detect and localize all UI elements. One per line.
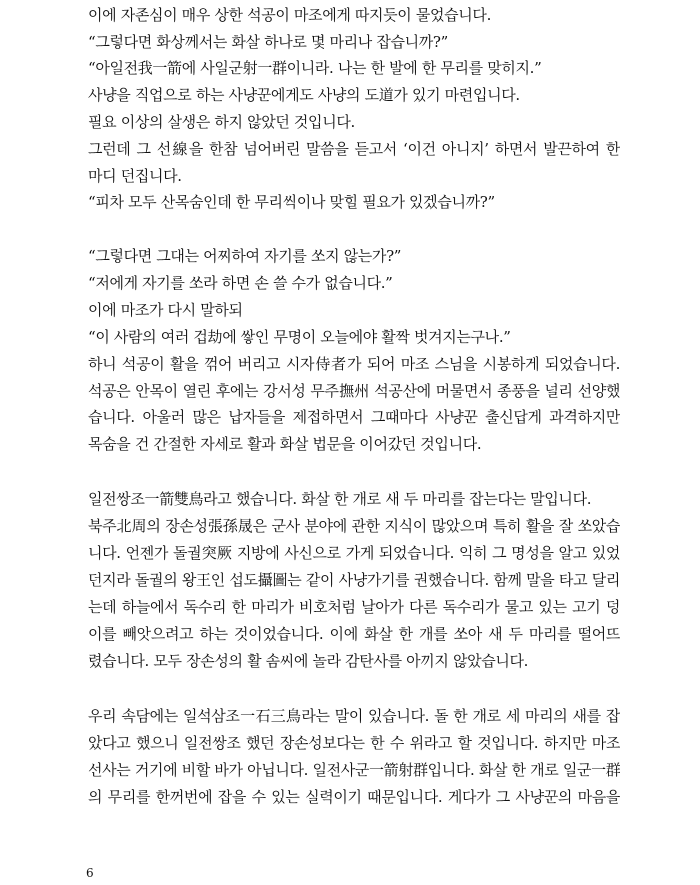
text-line: 우리 속담에는 일석삼조一石三鳥라는 말이 있습니다. 돌 한 개로 세 마리의 새를 잡 [88,707,620,725]
text-line: 그런데 그 선線을 한참 넘어버린 말씀을 듣고서 ‘이건 아니지’ 하면서 발끈하여 한 [88,140,620,158]
text-line: 사냥을 직업으로 하는 사냥꾼에게도 사냥의 도道가 있기 마련입니다. [88,86,520,104]
text-line: 목숨을 건 간절한 자세로 활과 화살 법문을 이어갔던 것입니다. [88,435,482,453]
text-line: 하니 석공이 활을 꺾어 버리고 시자侍者가 되어 마조 스님을 시봉하게 되었습니다. [88,355,620,373]
text-line: 이를 빼앗으려고 하는 것이었습니다. 이에 화살 한 개를 쏘아 새 두 마리를 떨어뜨 [88,625,620,643]
page-number: 6 [86,866,94,880]
text-line: 렸습니다. 모두 장손성의 활 솜씨에 놀라 감탄사를 아끼지 않았습니다. [88,652,529,670]
text-line: 이에 마조가 다시 말하되 [88,301,243,319]
text-line: “아일전我一箭에 사일군射一群이니라. 나는 한 발에 한 무리를 맞히지.” [88,59,542,77]
text-line: “그렇다면 그대는 어찌하여 자기를 쏘지 않는가?” [88,247,402,265]
text-line: 일전쌍조一箭雙鳥라고 했습니다. 화살 한 개로 새 두 마리를 잡는다는 말입니다. [88,490,592,508]
text-line: 마디 던집니다. [88,167,182,185]
text-line: 는데 하늘에서 독수리 한 마리가 비호처럼 날아가 다른 독수리가 물고 있는 고기 덩 [88,598,620,616]
text-line: 석공은 안목이 열린 후에는 강서성 무주撫州 석공산에 머물면서 종풍을 널리 선양했 [88,382,620,400]
text-line: 선사는 거기에 비할 바가 아닙니다. 일전사군一箭射群입니다. 화살 한 개로 일군一群 [88,761,620,779]
text-line: 던지라 돌궐의 왕王인 섭도攝圖는 같이 사냥가기를 권했습니다. 함께 말을 타고 달리 [88,571,620,589]
text-line: 습니다. 아울러 많은 납자들을 제접하면서 그때마다 사냥꾼 출신답게 과격하지만 [88,408,620,426]
text-line: 의 무리를 한꺼번에 잡을 수 있는 실력이기 때문입니다. 게다가 그 사냥꾼의 마음을 [88,788,620,806]
text-line: “이 사람의 여러 겁劫에 쌓인 무명이 오늘에야 활짝 벗겨지는구나.” [88,328,511,346]
text-line: “피차 모두 산목숨인데 한 무리씩이나 맞힐 필요가 있겠습니까?” [88,193,495,211]
text-line: 이에 자존심이 매우 상한 석공이 마조에게 따지듯이 물었습니다. [88,6,491,24]
text-line: 니다. 언젠가 돌궐突厥 지방에 사신으로 가게 되었습니다. 익히 그 명성을 알고 있었 [88,544,620,562]
text-line: “저에게 자기를 쏘라 하면 손 쓸 수가 없습니다.” [88,274,393,292]
text-line: 필요 이상의 살생은 하지 않았던 것입니다. [88,113,355,131]
text-line: “그렇다면 화상께서는 화살 하나로 몇 마리나 잡습니까?” [88,33,448,51]
text-line: 북주北周의 장손성張孫晟은 군사 분야에 관한 지식이 많았으며 특히 활을 잘 쏘았습 [88,517,620,535]
text-line: 았다고 했으니 일전쌍조 했던 장손성보다는 한 수 위라고 할 것입니다. 하지만 마조 [88,734,620,752]
